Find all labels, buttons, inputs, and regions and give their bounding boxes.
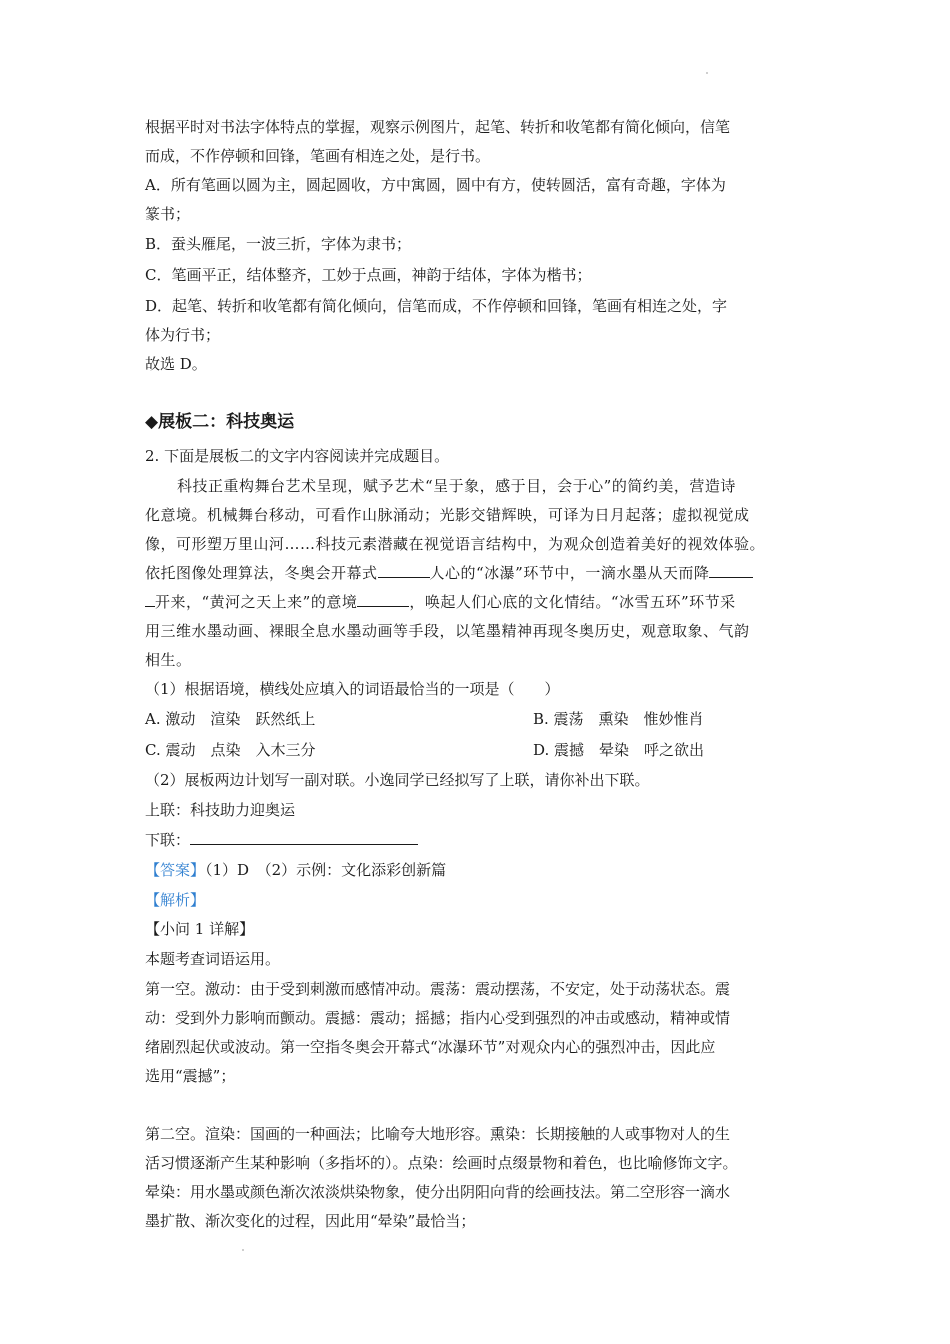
option-c-explain: C．笔画平正，结体整齐，工妙于点画，神韵于结体，字体为楷书； [145, 266, 592, 284]
footer-mark [242, 1249, 244, 1251]
fill-blank-2-cont [145, 592, 155, 607]
option-d-explain: D．起笔、转折和收笔都有简化倾向，信笔而成，不作停顿和回锋，笔画有相连之处，字 [145, 297, 728, 315]
upper-couplet: 上联：科技助力迎奥运 [145, 801, 296, 819]
fill-blank-1 [378, 563, 430, 578]
answer-tag: 【答案】 [145, 861, 206, 879]
option-d-explain: 体为行书； [145, 326, 221, 344]
blank2-explain: 墨扩散、渐次变化的过程，因此用“晕染”最恰当； [145, 1212, 476, 1230]
blank2-explain: 活习惯逐渐产生某种影响（多指坏的）。点染：绘画时点缀景物和着色，也比喻修饰文字。 [145, 1154, 738, 1172]
sub-question-1: （1）根据语境，横线处应填入的词语最恰当的一项是（ ） [145, 680, 560, 698]
lower-couplet [145, 830, 418, 850]
choice-b: B. 震荡 熏染 惟妙惟肖 [533, 710, 704, 728]
question-intro: 2. 下面是展板二的文字内容阅读并完成题目。 [145, 447, 450, 465]
explain-line: 而成，不作停顿和回锋，笔画有相连之处，是行书。 [145, 147, 491, 165]
passage-text: 开来，“黄河之天上来”的意境 [155, 593, 358, 611]
section-heading: ◆展板二：科技奥运 [145, 412, 295, 432]
lower-couplet-label: 下联： [145, 831, 191, 849]
sub-question-2: （2）展板两边计划写一副对联。小逸同学已经拟写了上联，请你补出下联。 [145, 771, 650, 789]
passage-text: ，唤起人们心底的文化情结。“冰雪五环”环节采 [409, 593, 736, 611]
passage-line: 相生。 [145, 651, 192, 669]
answer-line [145, 860, 446, 880]
detail-tag: 【小问 1 详解】 [145, 920, 255, 938]
couplet-answer-line [190, 830, 418, 845]
answer-text: （1）D （2）示例：文化添彩创新篇 [205, 861, 447, 879]
option-b-explain: B．蚕头雁尾，一波三折，字体为隶书； [145, 235, 412, 253]
passage-text: 依托图像处理算法，冬奥会开幕式 [145, 564, 378, 582]
passage-text: 人心的“冰瀑”环节中，一滴水墨从天而降 [429, 564, 710, 582]
blank2-explain: 晕染：用水墨或颜色渐次浓淡烘染物象，使分出阴阳向背的绘画技法。第二空形容一滴水 [145, 1183, 731, 1201]
choice-a: A. 激动 渲染 跃然纸上 [145, 710, 316, 728]
analysis-tag: 【解析】 [145, 891, 206, 909]
passage-line: 用三维水墨动画、裸眼全息水墨动画等手段，以笔墨精神再现冬奥历史，观意取象、气韵 [145, 622, 750, 640]
passage-line: 科技正重构舞台艺术呈现，赋予艺术“呈于象，感于目，会于心”的简约美，营造诗 [177, 477, 736, 495]
blank1-explain: 选用“震撼”； [145, 1067, 236, 1085]
option-a-explain: 篆书； [145, 205, 191, 223]
blank1-explain: 动：受到外力影响而颤动。震撼：震动；摇撼；指内心受到强烈的冲击或感动，精神或情 [145, 1009, 731, 1027]
choice-c: C. 震动 点染 入木三分 [145, 741, 316, 759]
explain-line: 根据平时对书法字体特点的掌握，观察示例图片，起笔、转折和收笔都有简化倾向，信笔 [145, 118, 731, 136]
corner-mark [706, 72, 708, 74]
passage-line: 像，可形塑万里山河……科技元素潜藏在视觉语言结构中，为观众创造着美好的视效体验。 [145, 535, 766, 553]
detail-intro: 本题考查词语运用。 [145, 950, 281, 968]
blank2-explain: 第二空。渲染：国画的一种画法；比喻夸大地形容。熏染：长期接触的人或事物对人的生 [145, 1125, 731, 1143]
fill-blank-3 [357, 592, 409, 607]
blank1-explain: 绪剧烈起伏或波动。第一空指冬奥会开幕式“冰瀑环节”对观众内心的强烈冲击，因此应 [145, 1038, 716, 1056]
blank1-explain: 第一空。激动：由于受到刺激而感情冲动。震荡：震动摆荡，不安定，处于动荡状态。震 [145, 980, 731, 998]
fill-blank-2 [709, 563, 753, 578]
passage-line [145, 592, 736, 612]
option-a-explain: A．所有笔画以圆为主，圆起圆收，方中寓圆，圆中有方，使转圆活，富有奇趣，字体为 [145, 176, 726, 194]
passage-line [145, 563, 753, 583]
passage-line: 化意境。机械舞台移动，可看作山脉涌动；光影交错辉映，可译为日月起落；虚拟视觉成 [145, 506, 750, 524]
conclusion: 故选 D。 [145, 355, 207, 373]
choice-d: D. 震撼 晕染 呼之欲出 [533, 741, 705, 759]
